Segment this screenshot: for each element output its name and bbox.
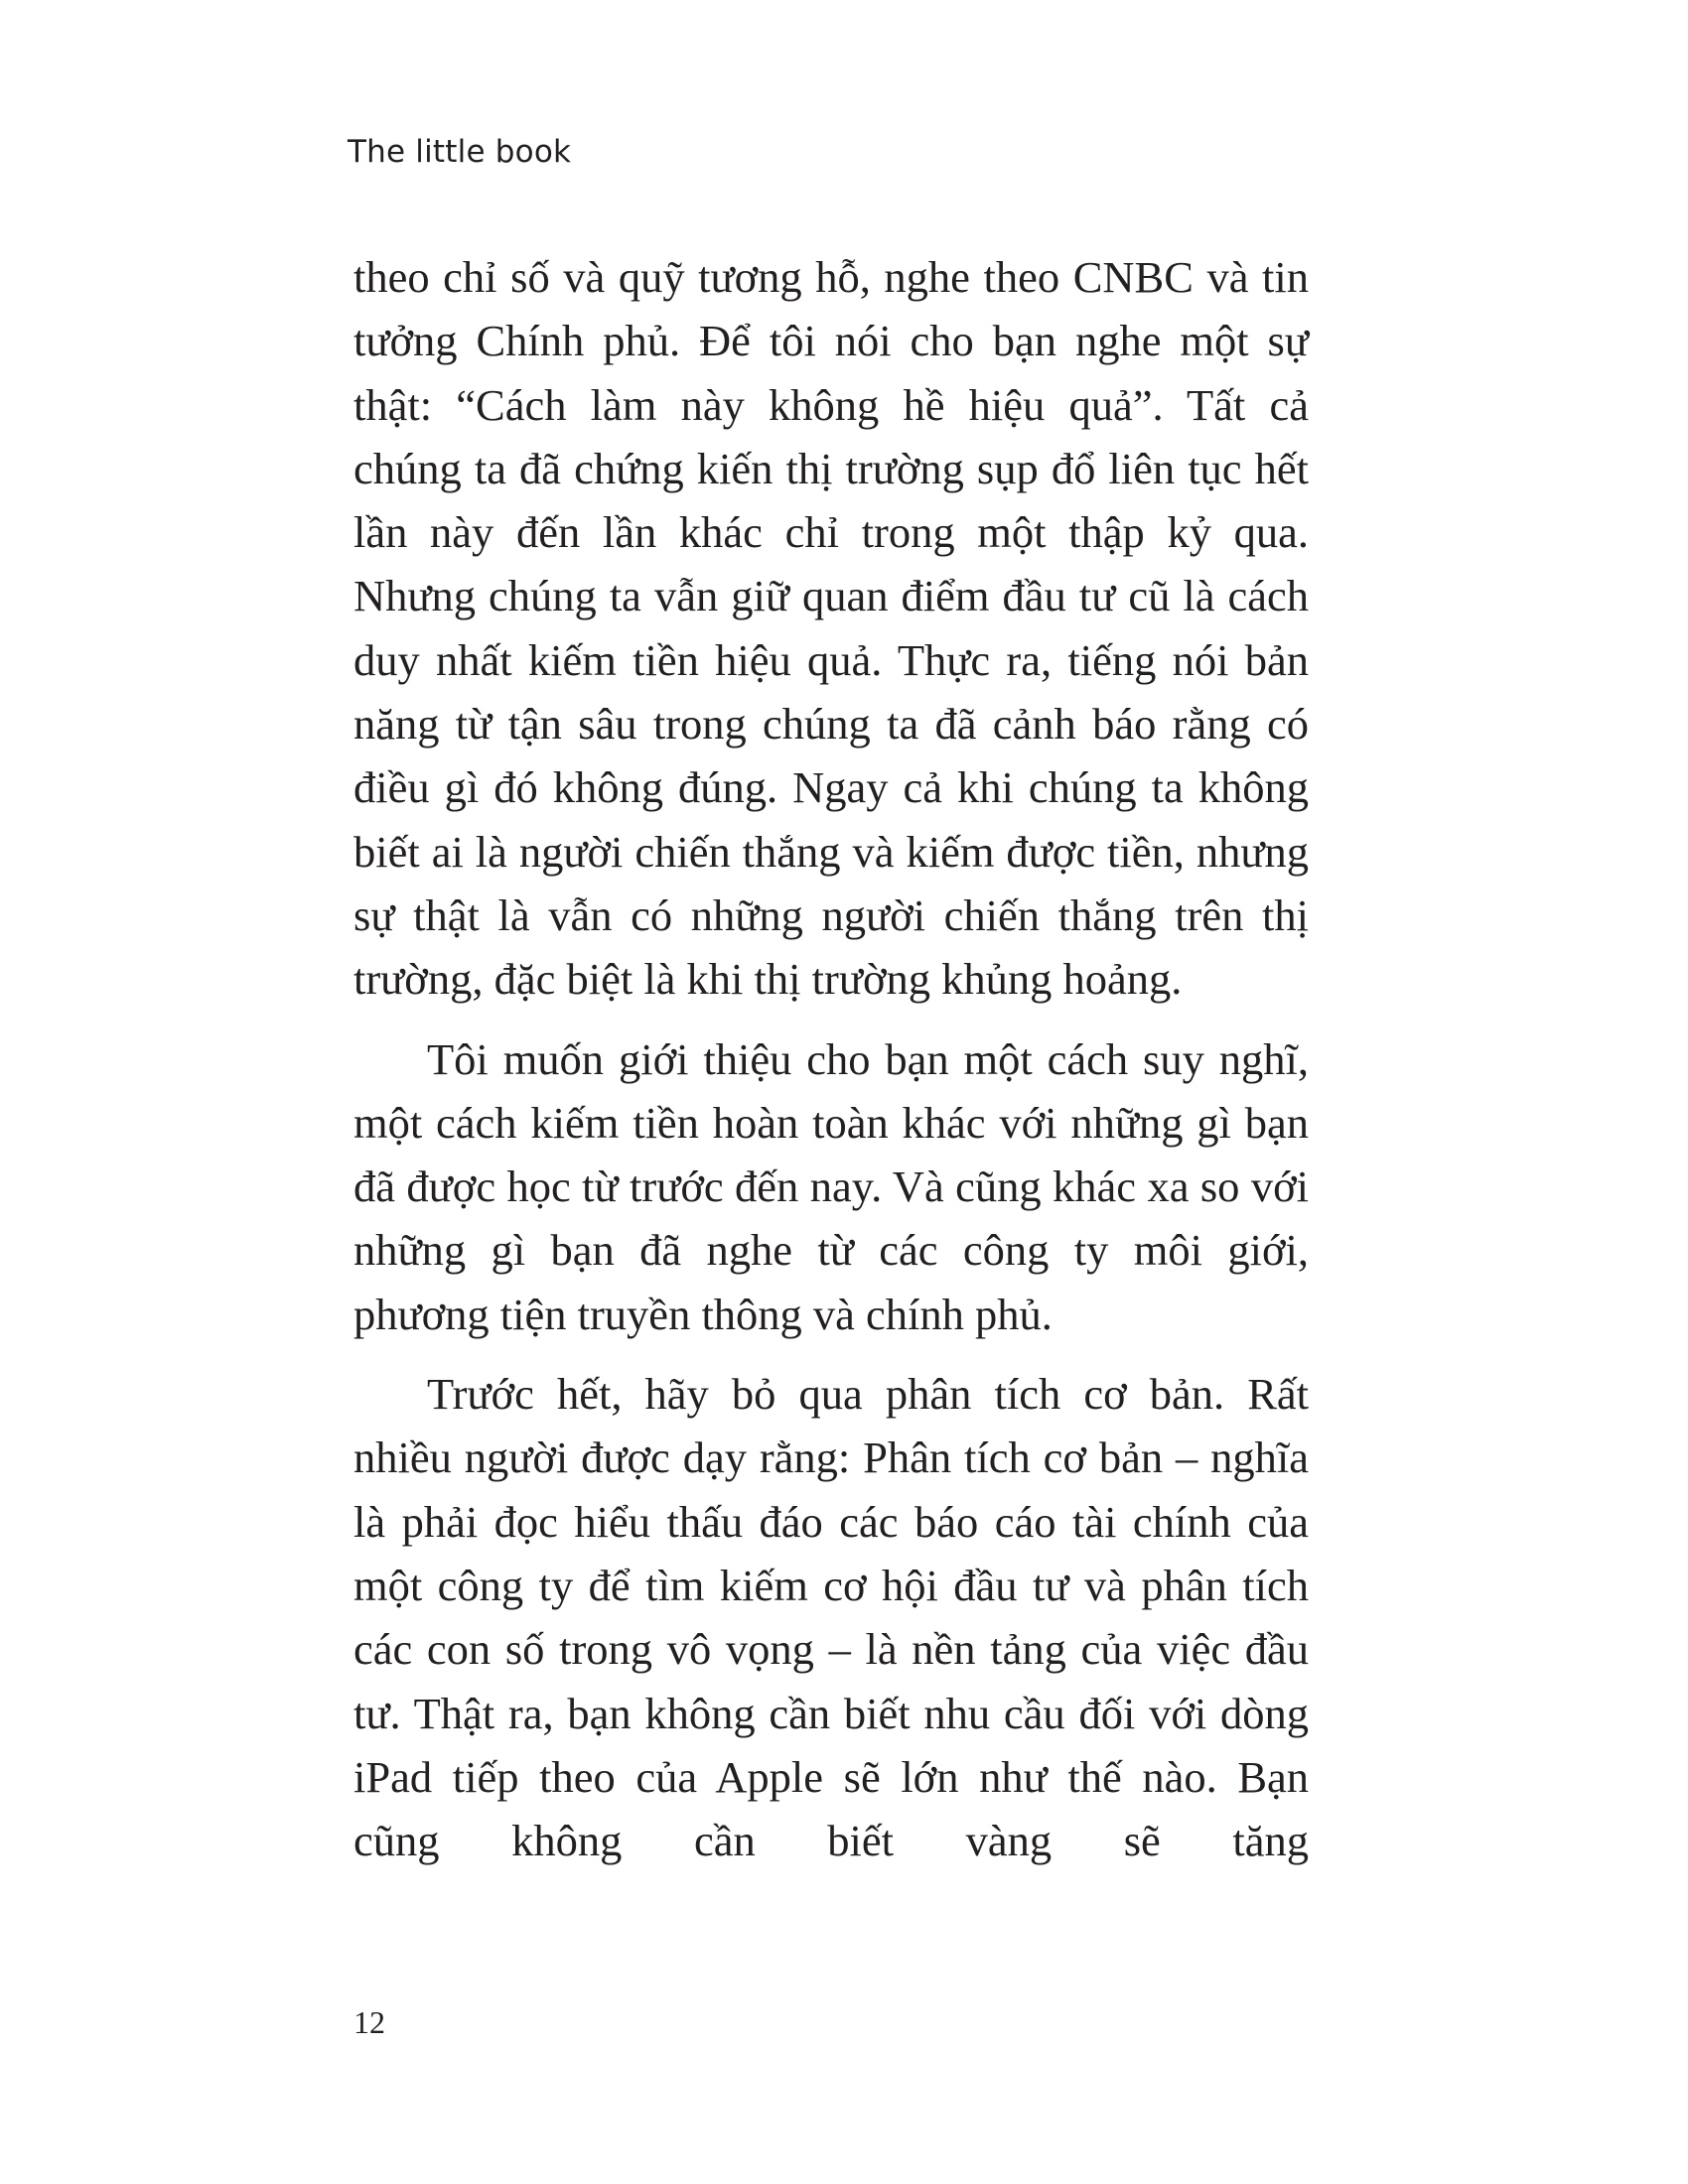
paragraph-continued: theo chỉ số và quỹ tương hỗ, nghe theo CNBC và tin tưởng Chính phủ. Để tôi nói cho bạn nghe một sự thật: “Cách làm này không hề hiệu quả”. Tất cả chúng ta đã chứng kiến thị trường sụp đổ liên tục hết lần này đến lần khác chỉ trong một thập kỷ qua. Nhưng chúng ta vẫn giữ quan điểm đầu tư cũ là cách duy nhất kiếm tiền hiệu quả. Thực ra, tiếng nói bản năng từ tận sâu trong chúng ta đã cảnh báo rằng có điều gì đó không đúng. Ngay cả khi chúng ta không biết ai là người chiến thắng và kiếm được tiền, nhưng sự thật là vẫn có những người chiến thắng trên thị trường, đặc biệt là khi thị trường khủng hoảng. — [353, 252, 1309, 1005]
page-number: 12 — [353, 2004, 385, 2040]
running-header: The little book — [348, 134, 572, 170]
paragraph: Tôi muốn giới thiệu cho bạn một cách suy nghĩ, một cách kiếm tiền hoàn toàn khác với những gì bạn đã được học từ trước đến nay. Và cũng khác xa so với những gì bạn đã nghe từ các công ty môi giới, phương tiện truyền thông và chính phủ. — [353, 1033, 1309, 1339]
body-text — [353, 245, 1309, 1872]
paragraph: Trước hết, hãy bỏ qua phân tích cơ bản. Rất nhiều người được dạy rằng: Phân tích cơ bản – nghĩa là phải đọc hiểu thấu đáo các báo cáo tài chính của một công ty để tìm kiếm cơ hội đầu tư và phân tích các con số trong vô vọng – là nền tảng của việc đầu tư. Thật ra, bạn không cần biết nhu cầu đối với dòng iPad tiếp theo của Apple sẽ lớn như thế nào. Bạn cũng không cần biết vàng sẽ tăng — [353, 1369, 1309, 1866]
